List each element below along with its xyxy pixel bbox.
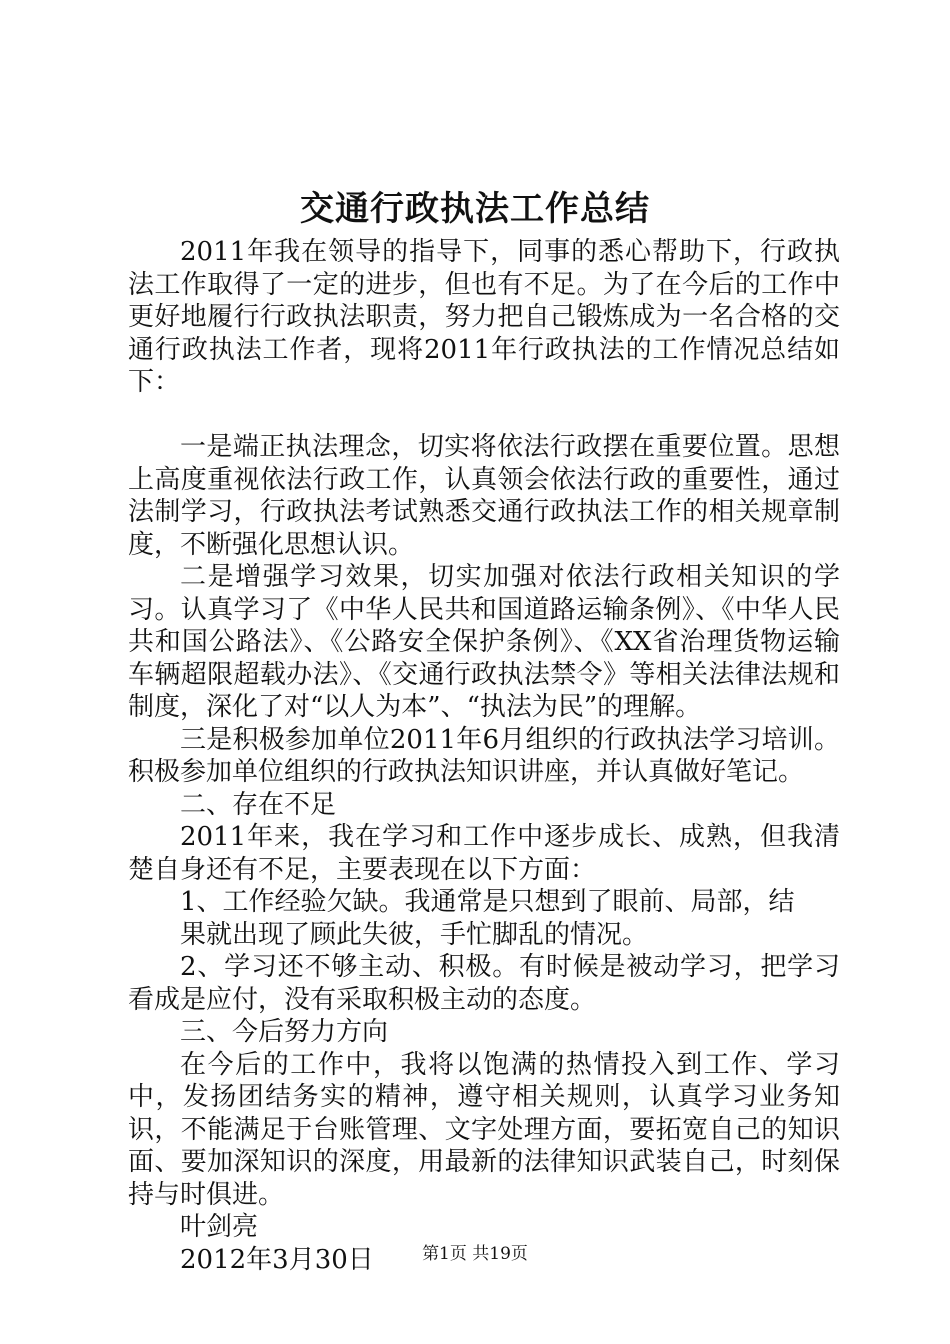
page-number-footer: 第1页 共19页 <box>422 1244 528 1264</box>
signature-name: 叶剑亮 <box>180 1212 259 1242</box>
paragraph-intro: 2011年我在领导的指导下，同事的悉心帮助下，行政执法工作取得了一定的进步，但也有不足。为了在今后的工作中更好地履行行政执法职责，努力把自己锻炼成为一名合格的交通行政执法工作者，现将2011年行政执法的工作情况总结如下： <box>128 237 840 397</box>
document-title: 交通行政执法工作总结 <box>300 189 650 229</box>
paragraph-direction: 在今后的工作中，我将以饱满的热情投入到工作、学习中，发扬团结务实的精神，遵守相关规则，认真学习业务知识，不能满足于台账管理、文字处理方面，要拓宽自己的知识面、要加深知识的深度，用最新的法律知识武装自己，时刻保持与时俱进。 <box>128 1049 840 1210</box>
paragraph-point-one: 一是端正执法理念，切实将依法行政摆在重要位置。思想上高度重视依法行政工作，认真领会依法行政的重要性，通过法制学习，行政执法考试熟悉交通行政执法工作的相关规章制度，不断强化思想认识。 <box>128 432 840 560</box>
section-heading-shortcomings: 二、存在不足 <box>180 789 337 820</box>
paragraph-shortcoming-two: 2、学习还不够主动、积极。有时候是被动学习，把学习看成是应付，没有采取积极主动的态度。 <box>128 952 840 1015</box>
signature-date: 2012年3月30日 <box>180 1244 374 1275</box>
paragraph-shortcoming-one-cont: 果就出现了顾此失彼，手忙脚乱的情况。 <box>180 919 649 950</box>
paragraph-point-three: 三是积极参加单位2011年6月组织的行政执法学习培训。积极参加单位组织的行政执法知识讲座，并认真做好笔记。 <box>128 724 840 787</box>
paragraph-shortcoming-one: 1、工作经验欠缺。我通常是只想到了眼前、局部，结 <box>180 887 795 917</box>
paragraph-shortcomings-intro: 2011年来，我在学习和工作中逐步成长、成熟，但我清楚自身还有不足，主要表现在以下方面： <box>128 822 840 885</box>
paragraph-point-two: 二是增强学习效果，切实加强对依法行政相关知识的学习。认真学习了《中华人民共和国道路运输条例》、《中华人民共和国公路法》、《公路安全保护条例》、《XX省治理货物运输车辆超限超载办法》、《交通行政执法禁令》等相关法律法规和制度，深化了对“以人为本”、“执法为民”的理解。 <box>128 562 840 722</box>
section-heading-direction: 三、今后努力方向 <box>180 1017 389 1047</box>
blank-line <box>128 399 840 432</box>
document-body <box>128 236 840 1276</box>
